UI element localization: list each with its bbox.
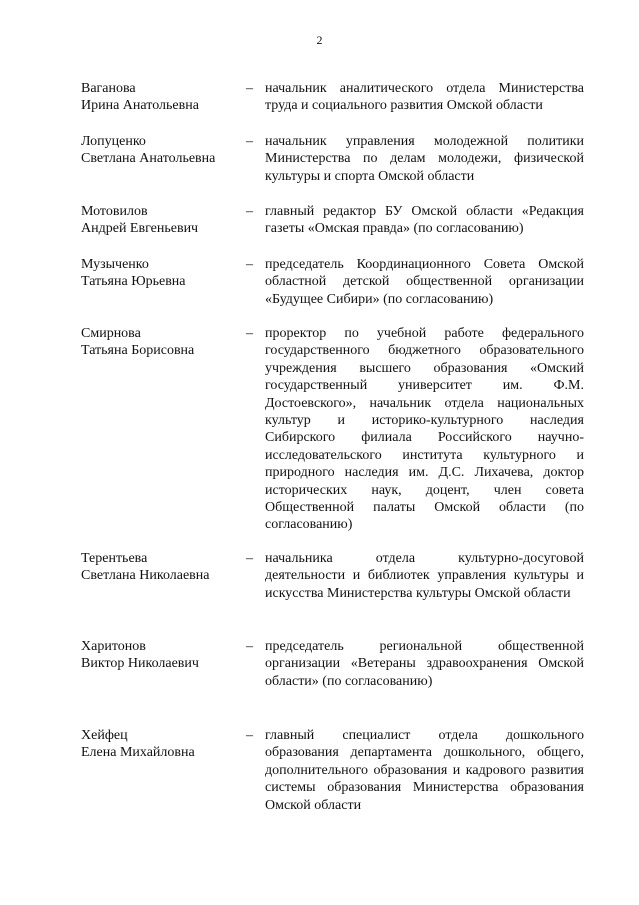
member-role: председатель Координационного Совета Омской областной детской общественной организации «Будущее Сибири» (по согласованию)	[265, 257, 584, 307]
dash-separator: –	[246, 728, 253, 743]
dash-separator: –	[246, 81, 253, 96]
dash-separator: –	[246, 134, 253, 149]
member-name: Хейфец Елена Михайловна	[81, 728, 195, 761]
member-name: Смирнова Татьяна Борисовна	[81, 326, 195, 359]
dash-separator: –	[246, 204, 253, 219]
member-name: Харитонов Виктор Николаевич	[81, 639, 199, 672]
member-name: Лопуценко Светлана Анатольевна	[81, 134, 216, 167]
dash-separator: –	[246, 639, 253, 654]
member-role: начальник аналитического отдела Министерства труда и социального развития Омской области	[265, 81, 584, 114]
dash-separator: –	[246, 326, 253, 341]
member-role: главный специалист отдела дошкольного образования департамента дошкольного, общего, дополнительного образования и кадрового развития системы образования Министерства образования Омской области	[265, 728, 584, 813]
dash-separator: –	[246, 257, 253, 272]
member-role: главный редактор БУ Омской области «Редакция газеты «Омская правда» (по согласованию)	[265, 204, 584, 237]
member-role: начальник управления молодежной политики Министерства по делам молодежи, физической культуры и спорта Омской области	[265, 134, 584, 184]
page-number: 2	[316, 33, 323, 47]
member-role: проректор по учебной работе федерального государственного бюджетного образовательного учреждения высшего образования «Омский государственный университет им. Ф.М. Достоевского», начальник отдела национальных культур и историко-культурного наследия Сибирского филиала Российского научно-исследовательского института культурного и природного наследия им. Д.С. Лихачева, доктор исторических наук, доцент, член совета Общественной палаты Омской области (по согласованию)	[265, 326, 584, 533]
member-role: председатель региональной общественной организации «Ветераны здравоохранения Омской области» (по согласованию)	[265, 639, 584, 689]
member-name: Мотовилов Андрей Евгеньевич	[81, 204, 199, 237]
member-role: начальника отдела культурно-досуговой деятельности и библиотек управления культуры и искусства Министерства культуры Омской области	[265, 551, 584, 601]
member-name: Музыченко Татьяна Юрьевна	[81, 257, 186, 290]
dash-separator: –	[246, 551, 253, 566]
member-name: Терентьева Светлана Николаевна	[81, 551, 210, 584]
member-name: Ваганова Ирина Анатольевна	[81, 81, 199, 114]
